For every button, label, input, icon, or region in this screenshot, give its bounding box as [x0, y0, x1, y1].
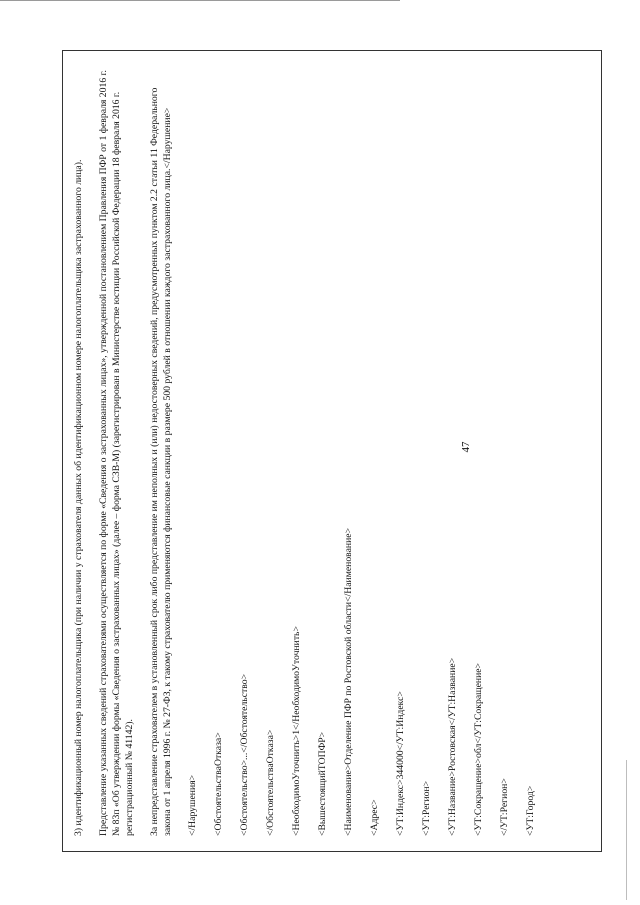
xml-line: </Нарушения> [187, 774, 198, 836]
xml-line: <УТ:Город> [525, 785, 536, 836]
edge-rule [626, 760, 627, 900]
xml-line: <Наименование>Отделение ПФР по Ростовской области</Наименование> [343, 527, 354, 836]
page-number: 47 [460, 441, 472, 453]
paragraph-inn: 3) идентификационный номер налогоплательщика (при наличии у страхователя данных об идентификационном номере налогоплательщика застрахованного лица). [73, 159, 84, 836]
xml-line: <УТ:Индекс>344000</УТ:Индекс> [395, 691, 406, 836]
xml-line: <УТ:Название>Ростовская</УТ:Название> [447, 657, 458, 836]
document-body [62, 50, 602, 852]
xml-line: <НеобходимоУточнить>1</НеобходимоУточнить> [291, 626, 302, 836]
xml-line: </УТ:Регион> [499, 778, 510, 836]
xml-line: <УТ:Сокращение>обл</УТ:Сокращение> [473, 662, 484, 836]
xml-line: <ОбстоятельстваОтказа> [213, 732, 224, 836]
paragraph-szv-m: Представление указанных сведений страхователями осуществляется по форме «Сведения о застрахованных лицах», утвержденной постановлением Правления ПФР от 1 февраля 2016 г. № 83п «Об утверждении формы «Сведения о застрахованных лицах» (далее – форма СЗВ-М) (зарегистрирован в Министерстве юстиции Российской Федерации 18 февраля 2016 г. регистрационный № 41142). [98, 70, 135, 836]
xml-line: <УТ:Регион> [421, 780, 432, 836]
xml-line: <ВышестоящийТОПФР> [317, 731, 328, 836]
xml-line: <Обстоятельство>...</Обстоятельство> [239, 673, 250, 836]
top-rule [0, 0, 400, 1]
paragraph-sanctions: За непредставление страхователем в установленный срок либо представление им неполных и (или) недостоверных сведений, предусмотренных пунктом 2.2 статьи 11 Федерального закона от 1 апреля 1996 г. № 27-ФЗ, к такому страхователю применяются финансовые санкции в размере 500 рублей в отношении каждого застрахованного лица.</Нарушение> [149, 87, 173, 836]
xml-line: </ОбстоятельстваОтказа> [265, 729, 276, 836]
xml-line: <Адрес> [369, 799, 380, 836]
